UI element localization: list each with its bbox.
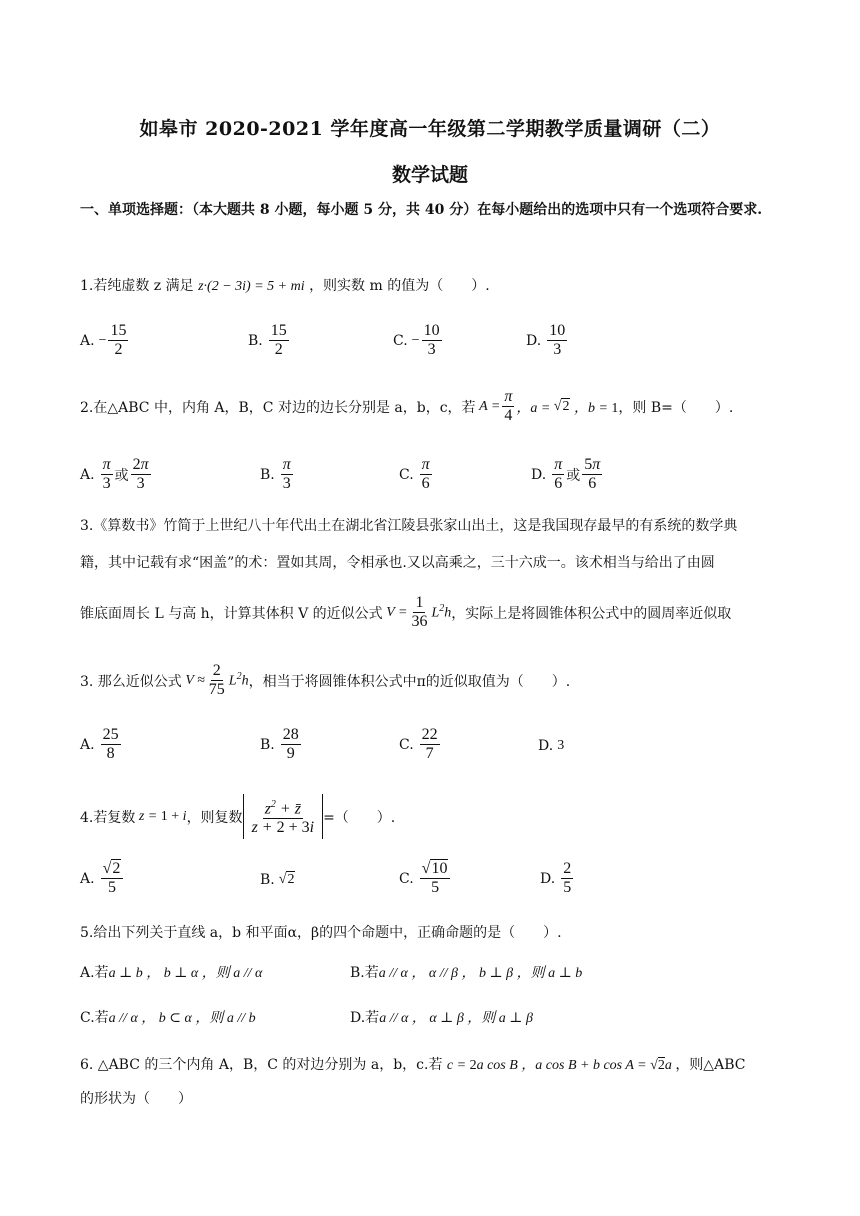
question-2-option-b[interactable]: B. $\frac{\pi}{3}$	[260, 456, 291, 492]
question-3-option-b[interactable]: B. $\frac{28}{9}$	[260, 726, 299, 762]
modulus-expression: $\frac{z^2 + z̄}{z + 2 + 3i}$	[243, 794, 324, 839]
question-5: 5.给出下列关于直线 a，b 和平面α，β的四个命题中，正确命题的是（ ）.	[80, 925, 562, 941]
question-4-option-d[interactable]: D. $\frac{2}{5}$	[540, 860, 572, 896]
exam-subtitle: 数学试题	[391, 164, 468, 186]
question-4: 4.若复数 z = 1 + i ，则复数 $\frac{z^2 + z̄}{z + 2 + 3i}$ =（ ）.	[80, 794, 395, 839]
exam-title: 如皋市 2020-2021 学年度高一年级第二学期教学质量调研（二）	[139, 118, 721, 140]
question-1-option-d[interactable]: D. $\frac{10}{3}$	[526, 322, 566, 358]
question-5-option-b[interactable]: B.若a // α ， α // β ， b ⊥ β ，则 a ⊥ b	[350, 965, 583, 981]
question-1-prefix: 1.若纯虚数 z 满足	[80, 278, 194, 294]
question-6-line-2: 的形状为（ ）	[80, 1091, 192, 1107]
question-1-formula: z·(2 − 3i) = 5 + mi	[198, 279, 305, 294]
question-3-option-a[interactable]: A. $\frac{25}{8}$	[80, 726, 119, 762]
question-1-option-c[interactable]: C. − $\frac{10}{3}$	[393, 322, 440, 358]
question-3-line-4: 3. 那么近似公式 V ≈ $\frac{2}{75}$ $L^2h$ ，相当于将圆锥体积公式中π的近似取值为（ ）.	[80, 662, 571, 698]
question-2-option-d[interactable]: D. $\frac{\pi}{6}$ 或 $\frac{5\pi}{6}$	[531, 456, 601, 492]
question-2-prefix: 2.在△ABC 中，内角 A，B，C 对边的边长分别是 a，b，c，若	[80, 399, 476, 416]
question-2-option-a[interactable]: A. $\frac{\pi}{3}$ 或 $\frac{2\pi}{3}$	[80, 456, 149, 492]
question-3-line-3: 锥底面周长 L 与高 h，计算其体积 V 的近似公式 V = $\frac{1}{36}$ $L^2h$ ，实际上是将圆锥体积公式中的圆周率近似取	[80, 594, 732, 630]
question-5-option-c[interactable]: C.若a // α ， b ⊂ α ，则 a // b	[80, 1010, 256, 1026]
question-2: 2.在△ABC 中，内角 A，B，C 对边的边长分别是 a，b，c，若 A = $\frac{\pi}{4}$ ，a = √2 ，b = 1 ，则 B=（ ）.	[80, 388, 734, 424]
question-2-option-c[interactable]: C. $\frac{\pi}{6}$	[399, 456, 430, 492]
question-1-option-a[interactable]: A. − $\frac{15}{2}$	[80, 322, 127, 358]
question-4-option-b[interactable]: B. √2	[260, 872, 295, 888]
question-3-line-2: 籍，其中记载有求“困盖”的术：置如其周，令相承也.又以高乘之，三十六成一。该术相当与给出了由圆	[80, 555, 715, 571]
question-4-option-a[interactable]: A. $\frac{√2}{5}$	[80, 860, 125, 897]
question-3-line-1: 3.《算数书》竹简于上世纪八十年代出土在湖北省江陵县张家山出土，这是我国现存最早的有系统的数学典	[80, 518, 738, 534]
question-6-line-1: 6. △ABC 的三个内角 A，B，C 的对边分别为 a，b，c.若 c = 2a cos B ，a cos B + b cos A = √2a ，则△ABC	[80, 1057, 746, 1073]
question-2-suffix: ，则 B=（ ）.	[618, 399, 734, 416]
question-4-option-c[interactable]: C. $\frac{√10}{5}$	[399, 860, 452, 897]
question-1-suffix: ，则实数 m 的值为（ ）.	[309, 278, 490, 294]
question-3-option-d[interactable]: D. 3	[538, 738, 565, 754]
question-5-option-a[interactable]: A.若a ⊥ b ， b ⊥ α ，则 a // α	[80, 965, 263, 981]
section-heading: 一、单项选择题：（本大题共 8 小题，每小题 5 分，共 40 分）在每小题给出的选项中只有一个选项符合要求.	[80, 202, 763, 218]
question-1-option-b[interactable]: B. $\frac{15}{2}$	[248, 322, 287, 358]
question-1	[80, 275, 490, 295]
question-3-option-c[interactable]: C. $\frac{22}{7}$	[399, 726, 438, 762]
question-5-option-d[interactable]: D.若a // α ， α ⊥ β ，则 a ⊥ β	[350, 1010, 533, 1026]
